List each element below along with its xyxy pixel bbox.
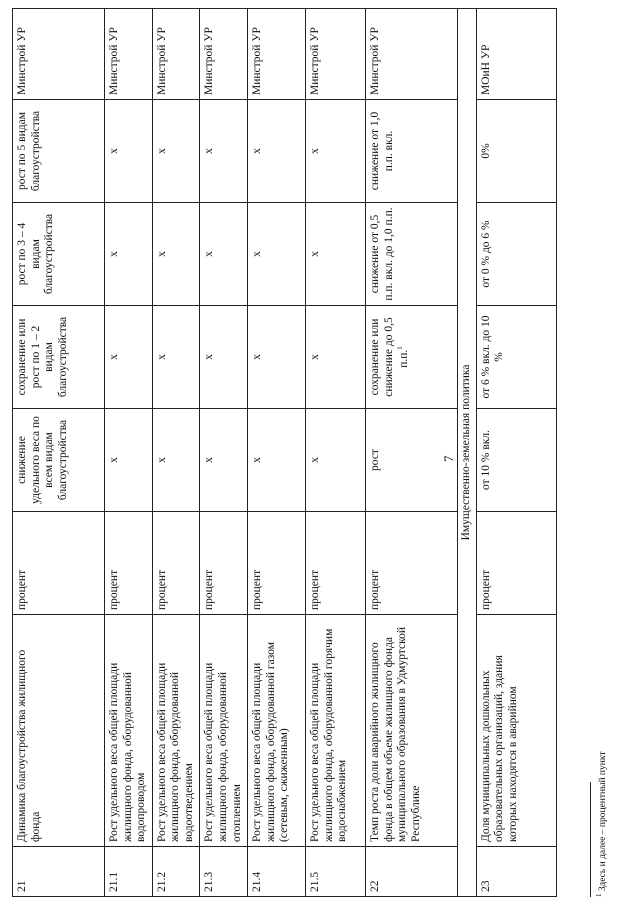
criterion-2: х	[306, 306, 366, 409]
table-row	[306, 9, 366, 897]
criterion-1: х	[306, 409, 366, 512]
indicator-name: Динамика благоустройства жилищного фонда	[13, 615, 105, 847]
footnote-rule	[590, 782, 591, 897]
criterion-1: снижение удельного веса по всем видам благоустройства	[13, 409, 105, 512]
indicator-name: Рост удельного веса общей площади жилищного фонда, оборудованной водоотведением	[152, 615, 200, 847]
criterion-2: от 6 % вкл. до 10 %	[476, 306, 556, 409]
unit-cell: процент	[200, 512, 248, 615]
table-row	[366, 9, 458, 897]
criterion-4: 0%	[476, 100, 556, 203]
row-number: 22	[366, 847, 458, 897]
unit-cell: процент	[306, 512, 366, 615]
row-number: 21	[13, 847, 105, 897]
responsible-cell: Минстрой УР	[248, 9, 306, 100]
criterion-2-text: сохранение или снижение до 0,5 п.п.	[369, 317, 411, 397]
table-row	[200, 9, 248, 897]
responsible-cell: Минстрой УР	[105, 9, 153, 100]
criterion-3: снижение от 0,5 п.п. вкл. до 1,0 п.п.	[366, 203, 458, 306]
criterion-3: х	[248, 203, 306, 306]
indicator-name: Рост удельного веса общей площади жилищного фонда, оборудованной горячим водоснабжением	[306, 615, 366, 847]
indicator-name: Рост удельного веса общей площади жилищного фонда, оборудованной водопроводом	[105, 615, 153, 847]
row-number: 21.2	[152, 847, 200, 897]
responsible-cell: МОиН УР	[476, 9, 556, 100]
criterion-1: рост	[366, 409, 458, 512]
criterion-3: от 0 % до 6 %	[476, 203, 556, 306]
criterion-2: х	[105, 306, 153, 409]
indicators-table	[12, 8, 557, 897]
footnote	[590, 752, 608, 897]
table-row	[105, 9, 153, 897]
responsible-cell: Минстрой УР	[13, 9, 105, 100]
criterion-4: х	[248, 100, 306, 203]
unit-cell: процент	[366, 512, 458, 615]
criterion-2: сохранение или рост по 1 – 2 видам благоустройства	[13, 306, 105, 409]
criterion-3: х	[306, 203, 366, 306]
indicator-name: Рост удельного веса общей площади жилищного фонда, оборудованной газом (сетевым, сжиженным)	[248, 615, 306, 847]
criterion-1: х	[248, 409, 306, 512]
responsible-cell: Минстрой УР	[306, 9, 366, 100]
footnote-ref: 1	[396, 346, 405, 350]
unit-cell: процент	[152, 512, 200, 615]
table-row	[13, 9, 105, 897]
table-row	[152, 9, 200, 897]
indicator-name: Рост удельного веса общей площади жилищного фонда, оборудованной отоплением	[200, 615, 248, 847]
criterion-1: х	[152, 409, 200, 512]
criterion-4: х	[152, 100, 200, 203]
criterion-2	[366, 306, 458, 409]
responsible-cell: Минстрой УР	[366, 9, 458, 100]
section-row	[458, 9, 477, 897]
row-number: 21.1	[105, 847, 153, 897]
unit-cell: процент	[248, 512, 306, 615]
criterion-1: х	[200, 409, 248, 512]
criterion-3: рост по 3 – 4 видам благоустройства	[13, 203, 105, 306]
unit-cell: процент	[13, 512, 105, 615]
table-row	[476, 9, 556, 897]
criterion-1: х	[105, 409, 153, 512]
row-number: 23	[476, 847, 556, 897]
criterion-2: х	[200, 306, 248, 409]
indicator-name: Доля муниципальных дошкольных образовательных организаций, здания которых находятся в аварийном	[476, 615, 556, 847]
criterion-3: х	[200, 203, 248, 306]
criterion-1: от 10 % вкл.	[476, 409, 556, 512]
responsible-cell: Минстрой УР	[152, 9, 200, 100]
row-number: 21.3	[200, 847, 248, 897]
section-title: Имущественно-земельная политика	[458, 9, 477, 897]
responsible-cell: Минстрой УР	[200, 9, 248, 100]
criterion-4: рост по 5 видам благоустройства	[13, 100, 105, 203]
table-row	[248, 9, 306, 897]
criterion-2: х	[152, 306, 200, 409]
unit-cell: процент	[105, 512, 153, 615]
row-number: 21.4	[248, 847, 306, 897]
footnote-marker: 1	[595, 893, 603, 897]
unit-cell: процент	[476, 512, 556, 615]
row-number: 21.5	[306, 847, 366, 897]
indicator-name: Темп роста доли аварийного жилищного фонда в общем объеме жилищного фонда муниципального образования в Удмуртской Республике	[366, 615, 458, 847]
criterion-4: х	[200, 100, 248, 203]
criterion-4: х	[105, 100, 153, 203]
criterion-3: х	[105, 203, 153, 306]
criterion-4: снижение от 1,0 п.п. вкл.	[366, 100, 458, 203]
criterion-3: х	[152, 203, 200, 306]
criterion-4: х	[306, 100, 366, 203]
page-number: 7	[441, 455, 456, 462]
footnote-text: Здесь и далее – процентный пункт	[598, 751, 609, 892]
criterion-2: х	[248, 306, 306, 409]
